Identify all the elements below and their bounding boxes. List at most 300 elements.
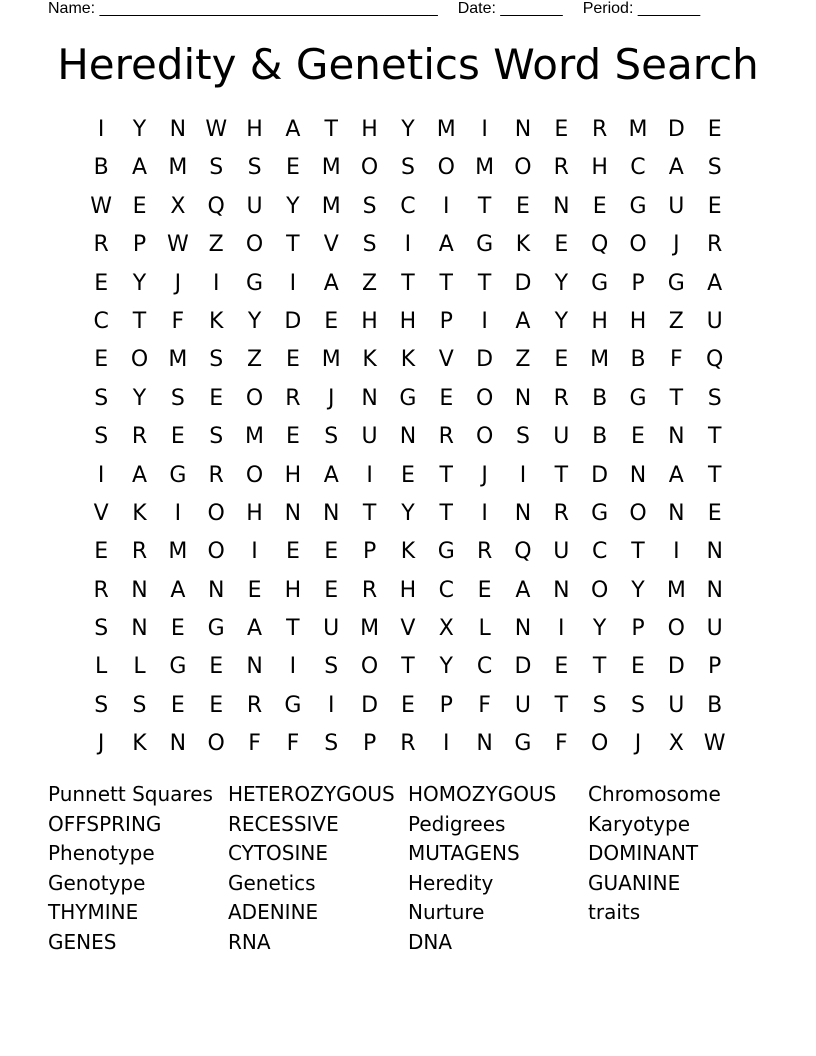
grid-letter: P (439, 692, 453, 718)
grid-letter: E (94, 539, 109, 565)
grid-letter: O (207, 731, 225, 757)
grid-row (82, 341, 734, 379)
grid-letter: S (400, 155, 415, 181)
grid-letter: G (246, 270, 264, 296)
grid-letter: F (171, 308, 185, 334)
grid-letter: T (477, 193, 492, 219)
grid-letter: E (516, 193, 530, 219)
grid-letter: I (481, 500, 488, 526)
word-list-item: GUANINE (588, 870, 681, 895)
grid-letter: E (400, 692, 415, 718)
grid-letter: E (170, 692, 185, 718)
grid-letter: I (366, 462, 373, 488)
grid-letter: W (166, 232, 189, 258)
grid-letter: J (481, 462, 488, 488)
word-list-item: Genetics (228, 870, 316, 895)
grid-letter: S (247, 155, 262, 181)
grid-letter: E (94, 347, 109, 373)
grid-letter: H (399, 577, 417, 603)
grid-letter: R (553, 385, 569, 411)
grid-letter: S (94, 692, 109, 718)
grid-letter: G (476, 232, 494, 258)
grid-letter: M (321, 347, 341, 373)
grid-letter: I (481, 308, 488, 334)
grid-row (82, 610, 734, 648)
grid-letter: Y (439, 654, 453, 680)
grid-letter: X (668, 731, 684, 757)
grid-letter: A (247, 616, 263, 642)
grid-letter: D (591, 462, 609, 488)
word-list-item: Chromosome (588, 782, 721, 806)
grid-letter: Q (514, 539, 532, 565)
grid-letter: O (245, 462, 264, 488)
grid-letter: M (321, 193, 341, 219)
grid-letter: G (284, 692, 302, 718)
grid-row (82, 303, 734, 341)
grid-letter: V (438, 347, 454, 373)
grid-letter: S (132, 692, 147, 718)
grid-letter: E (170, 616, 185, 642)
grid-letter: J (97, 731, 105, 757)
grid-letter: I (289, 654, 297, 680)
grid-letter: B (630, 347, 646, 373)
grid-letter: A (323, 270, 339, 296)
grid-row (82, 380, 734, 418)
grid-letter: E (592, 193, 607, 219)
grid-letter: N (514, 385, 532, 411)
grid-letter: G (169, 654, 187, 680)
grid-letter: I (558, 616, 565, 642)
grid-letter: G (437, 539, 455, 565)
grid-row (82, 265, 734, 303)
grid-letter: K (515, 232, 531, 258)
grid-letter: W (90, 193, 113, 219)
grid-letter: E (247, 577, 262, 603)
grid-letter: Q (706, 347, 724, 373)
grid-letter: E (285, 347, 300, 373)
word-list-item: Pedigrees (408, 811, 506, 836)
grid-letter: C (591, 539, 608, 565)
grid-letter: W (703, 731, 726, 757)
grid-letter: X (438, 616, 454, 642)
grid-letter: Y (554, 270, 569, 296)
grid-letter: S (209, 424, 224, 450)
grid-letter: B (592, 424, 608, 450)
grid-letter: G (514, 731, 532, 757)
grid-letter: R (438, 424, 454, 450)
grid-letter: I (174, 500, 182, 526)
grid-letter: S (707, 385, 722, 411)
grid-letter: D (514, 270, 532, 296)
grid-letter: Y (401, 117, 415, 142)
grid-letter: G (667, 270, 685, 296)
grid-letter: H (284, 577, 302, 603)
grid-letter: U (553, 424, 570, 450)
grid-letter: N (131, 577, 148, 603)
grid-letter: N (361, 385, 378, 411)
grid-letter: N (284, 500, 302, 526)
grid-letter: A (285, 117, 301, 142)
word-list-item: Karyotype (588, 811, 690, 836)
grid-letter: T (286, 232, 300, 258)
grid-letter: O (590, 577, 609, 603)
grid-letter: A (515, 577, 531, 603)
grid-letter: H (399, 308, 417, 334)
grid-letter: U (706, 616, 723, 642)
grid-letter: A (668, 155, 684, 181)
grid-letter: T (401, 270, 415, 296)
grid-letter: U (553, 539, 570, 565)
grid-letter: S (94, 424, 109, 450)
grid-letter: N (399, 424, 417, 450)
word-list-item: Punnett Squares (48, 782, 213, 806)
grid-row (82, 725, 734, 763)
grid-row (82, 149, 734, 187)
word-list-item: DNA (408, 929, 453, 954)
grid-letter: E (477, 577, 492, 603)
grid-letter: Z (362, 270, 378, 296)
grid-letter: U (668, 193, 685, 219)
grid-letter: A (131, 462, 148, 488)
grid-letter: Y (247, 308, 262, 334)
grid-letter: T (324, 117, 338, 142)
grid-letter: G (629, 193, 647, 219)
grid-letter: C (400, 193, 416, 219)
grid-letter: U (668, 692, 685, 718)
grid-letter: I (481, 117, 488, 142)
period-field-label: Period: _______ (582, 0, 701, 17)
grid-letter: V (323, 232, 339, 258)
grid-letter: F (248, 731, 261, 757)
grid-letter: Q (207, 193, 225, 219)
grid-letter: P (439, 308, 453, 334)
grid-letter: N (323, 500, 340, 526)
grid-letter: E (285, 539, 300, 565)
grid-letter: C (438, 577, 454, 603)
word-list-item: HOMOZYGOUS (408, 782, 557, 806)
grid-letter: R (285, 385, 301, 411)
grid-letter: K (132, 731, 147, 757)
grid-letter: E (170, 424, 185, 450)
grid-letter: I (212, 270, 220, 296)
grid-letter: P (631, 616, 645, 642)
header-fields (48, 0, 748, 20)
grid-letter: E (285, 424, 300, 450)
page-title: Heredity & Genetics Word Search (57, 40, 759, 89)
grid-letter: H (246, 500, 263, 526)
grid-letter: C (93, 308, 109, 334)
grid-letter: F (478, 692, 491, 718)
grid-letter: E (324, 577, 339, 603)
word-list-item: ADENINE (228, 900, 319, 925)
grid-letter: U (323, 616, 340, 642)
grid-letter: D (667, 654, 685, 680)
grid-row (82, 188, 734, 226)
grid-letter: S (324, 731, 339, 757)
grid-letter: A (707, 270, 723, 296)
grid-letter: E (285, 155, 300, 181)
grid-letter: O (629, 232, 647, 258)
grid-letter: R (361, 577, 378, 603)
grid-letter: N (246, 654, 263, 680)
grid-letter: R (93, 577, 109, 603)
date-field-label: Date: _______ (457, 0, 563, 17)
grid-letter: E (707, 117, 722, 142)
grid-letter: M (168, 347, 188, 373)
grid-letter: O (475, 385, 494, 411)
grid-letter: N (706, 577, 723, 603)
grid-letter: K (208, 308, 224, 334)
grid-letter: Y (132, 117, 147, 142)
grid-letter: I (404, 232, 412, 258)
grid-letter: T (592, 654, 607, 680)
grid-letter: J (634, 731, 642, 757)
grid-letter: N (629, 462, 647, 488)
grid-letter: K (132, 500, 147, 526)
grid-letter: Y (132, 270, 147, 296)
grid-letter: Y (554, 308, 569, 334)
grid-letter: Y (132, 385, 147, 411)
word-list (48, 780, 788, 958)
grid-letter: O (207, 500, 225, 526)
word-list-item: THYMINE (48, 900, 139, 925)
grid-letter: S (592, 692, 607, 718)
grid-letter: D (514, 654, 532, 680)
grid-letter: I (673, 539, 680, 565)
grid-letter: E (554, 117, 569, 142)
grid-letter: D (476, 347, 494, 373)
grid-letter: Y (286, 193, 300, 219)
grid-letter: N (131, 616, 148, 642)
grid-letter: G (591, 500, 609, 526)
grid-letter: U (514, 692, 531, 718)
word-list-item: MUTAGENS (408, 841, 520, 866)
word-list-item: CYTOSINE (228, 841, 328, 866)
grid-letter: K (400, 539, 416, 565)
grid-letter: R (131, 424, 148, 450)
grid-letter: J (673, 232, 680, 258)
grid-letter: O (245, 232, 264, 258)
grid-letter: Y (592, 616, 607, 642)
grid-letter: E (554, 232, 569, 258)
grid-letter: B (592, 385, 608, 411)
grid-letter: N (668, 424, 685, 450)
word-list-item: Nurture (408, 900, 485, 925)
grid-letter: J (174, 270, 182, 296)
grid-letter: E (209, 654, 224, 680)
word-list-item: RNA (228, 929, 271, 954)
grid-letter: T (362, 500, 377, 526)
grid-letter: I (443, 193, 450, 219)
grid-letter: U (361, 424, 378, 450)
grid-letter: O (437, 155, 455, 181)
grid-letter: S (209, 347, 224, 373)
grid-letter: E (707, 500, 722, 526)
grid-letter: T (132, 308, 147, 334)
grid-letter: S (94, 616, 109, 642)
grid-letter: I (97, 462, 105, 488)
grid-letter: M (168, 539, 188, 565)
grid-letter: R (553, 500, 569, 526)
grid-letter: T (439, 270, 453, 296)
grid-letter: M (245, 424, 265, 450)
grid-letter: I (251, 539, 258, 565)
grid-letter: D (284, 308, 302, 334)
grid-letter: R (591, 117, 608, 142)
grid-letter: T (707, 462, 722, 488)
grid-letter: A (438, 232, 454, 258)
grid-letter: T (554, 462, 569, 488)
grid-letter: R (93, 232, 109, 258)
grid-letter: M (590, 347, 610, 373)
grid-letter: D (361, 692, 379, 718)
grid-letter: N (668, 500, 685, 526)
grid-letter: L (133, 654, 146, 680)
grid-letter: S (362, 232, 377, 258)
grid-letter: Z (515, 347, 531, 373)
grid-letter: J (327, 385, 335, 411)
grid-row (82, 572, 734, 610)
grid-letter: B (707, 692, 723, 718)
grid-letter: E (324, 308, 339, 334)
grid-letter: A (668, 462, 684, 488)
grid-letter: N (514, 117, 532, 142)
grid-letter: O (245, 385, 264, 411)
grid-letter: S (362, 193, 377, 219)
grid-letter: R (553, 155, 569, 181)
grid-letter: M (475, 155, 495, 181)
grid-letter: O (629, 500, 647, 526)
word-list-item: Phenotype (48, 841, 155, 866)
grid-letter: G (591, 270, 609, 296)
grid-letter: S (707, 155, 722, 181)
grid-letter: N (169, 117, 187, 142)
grid-letter: Z (247, 347, 263, 373)
grid-letter: C (476, 654, 493, 680)
grid-letter: N (553, 577, 570, 603)
grid-letter: K (362, 347, 377, 373)
grid-letter: Y (631, 577, 645, 603)
grid-letter: O (667, 616, 685, 642)
grid-letter: M (360, 616, 380, 642)
grid-letter: A (170, 577, 186, 603)
grid-letter: S (631, 692, 645, 718)
grid-letter: E (94, 270, 109, 296)
grid-letter: F (554, 731, 568, 757)
grid-row (82, 226, 734, 264)
grid-letter: E (439, 385, 454, 411)
grid-letter: R (476, 539, 493, 565)
grid-letter: S (94, 385, 109, 411)
grid-row (82, 495, 734, 533)
grid-letter: O (360, 155, 379, 181)
letter-grid (82, 111, 734, 764)
grid-letter: E (324, 539, 339, 565)
grid-letter: N (514, 500, 532, 526)
grid-letter: G (169, 462, 187, 488)
word-list-item: Genotype (48, 870, 146, 895)
grid-letter: H (284, 462, 302, 488)
grid-letter: H (629, 308, 647, 334)
grid-letter: T (286, 616, 300, 642)
grid-letter: N (169, 731, 187, 757)
grid-letter: M (666, 577, 686, 603)
grid-row (82, 111, 734, 149)
grid-letter: N (553, 193, 570, 219)
grid-letter: I (519, 462, 527, 488)
grid-letter: Z (208, 232, 224, 258)
grid-letter: S (515, 424, 530, 450)
name-field-label: Name: ______________________________________ (48, 0, 438, 17)
grid-letter: S (324, 654, 339, 680)
grid-letter: T (631, 539, 645, 565)
grid-letter: R (246, 692, 263, 718)
grid-letter: P (708, 654, 722, 680)
grid-letter: F (670, 347, 683, 373)
grid-letter: C (630, 155, 646, 181)
word-list-item: RECESSIVE (228, 811, 339, 836)
grid-letter: Z (668, 308, 684, 334)
grid-letter: M (628, 117, 648, 142)
grid-letter: I (443, 731, 450, 757)
word-list-item: GENES (48, 929, 117, 954)
grid-row (82, 457, 734, 495)
grid-letter: M (436, 117, 456, 142)
grid-letter: S (170, 385, 185, 411)
grid-letter: K (400, 347, 416, 373)
grid-row (82, 648, 734, 686)
grid-letter: D (667, 117, 685, 142)
grid-letter: O (514, 155, 532, 181)
grid-letter: M (321, 155, 341, 181)
grid-letter: H (361, 308, 378, 334)
word-list-item: HETEROZYGOUS (228, 782, 395, 806)
grid-letter: E (707, 193, 722, 219)
grid-letter: S (324, 424, 339, 450)
grid-letter: E (554, 347, 569, 373)
grid-letter: H (361, 117, 378, 142)
grid-letter: T (669, 385, 684, 411)
grid-letter: T (439, 462, 453, 488)
grid-letter: B (93, 155, 109, 181)
grid-letter: R (208, 462, 224, 488)
grid-letter: V (400, 616, 416, 642)
grid-letter: N (207, 577, 225, 603)
grid-letter: E (400, 462, 415, 488)
word-list-item: Heredity (408, 870, 494, 895)
grid-letter: T (707, 424, 722, 450)
grid-letter: I (289, 270, 297, 296)
grid-letter: I (97, 117, 105, 142)
grid-letter: X (170, 193, 186, 219)
grid-letter: H (246, 117, 263, 142)
grid-letter: E (132, 193, 147, 219)
grid-letter: A (131, 155, 148, 181)
grid-letter: I (327, 692, 335, 718)
grid-letter: E (209, 692, 224, 718)
grid-letter: U (706, 308, 723, 334)
grid-letter: P (362, 731, 377, 757)
grid-letter: L (478, 616, 491, 642)
grid-letter: F (286, 731, 300, 757)
grid-letter: O (360, 654, 379, 680)
grid-letter: A (323, 462, 339, 488)
grid-letter: A (515, 308, 531, 334)
grid-letter: O (207, 539, 225, 565)
grid-letter: H (591, 155, 608, 181)
word-list-item: traits (588, 900, 641, 925)
grid-letter: U (246, 193, 263, 219)
